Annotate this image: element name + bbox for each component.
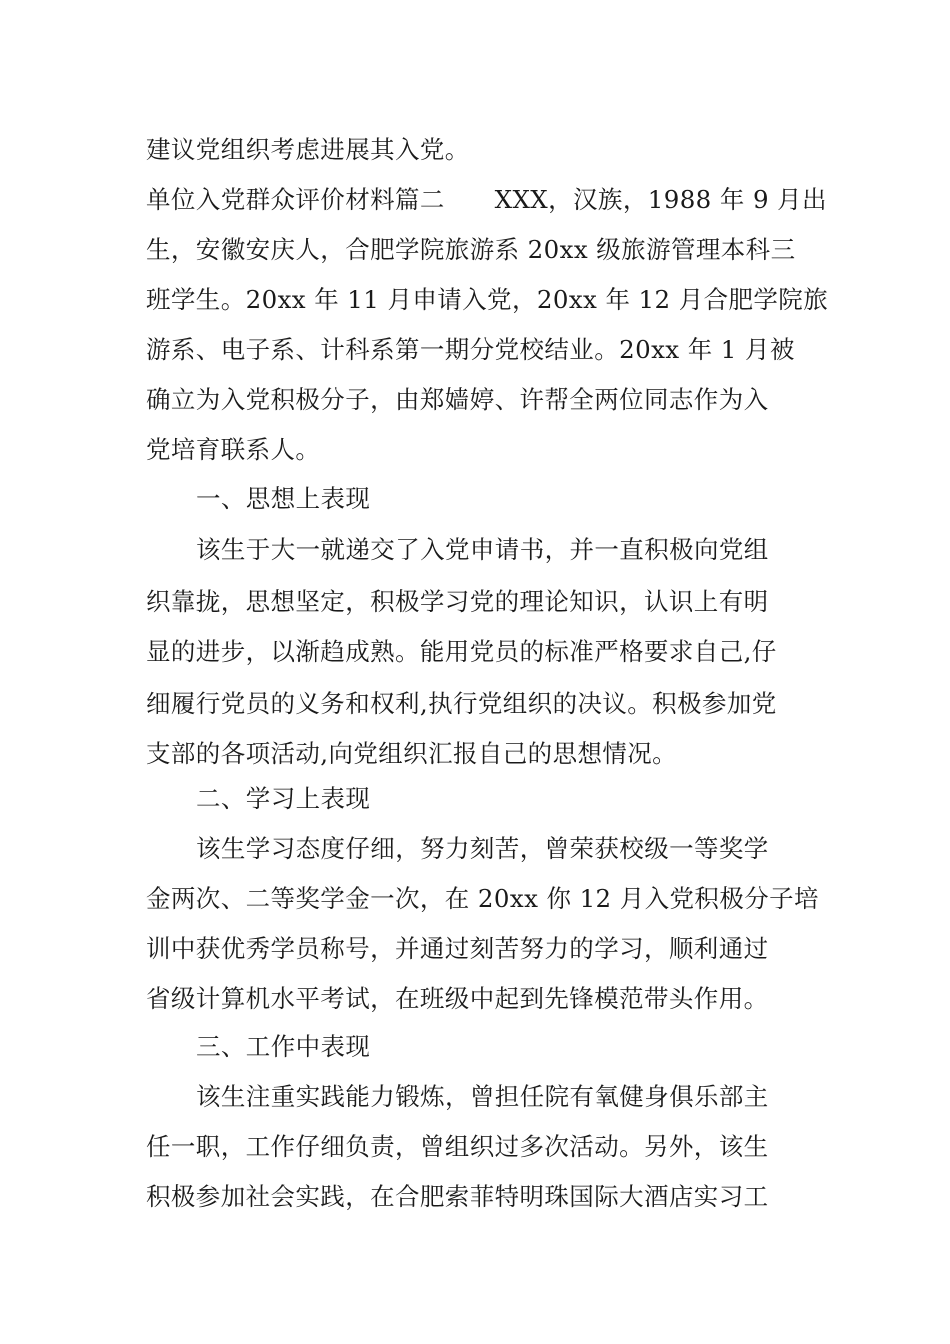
text-line: 该生注重实践能力锻炼，曾担任院有氧健身俱乐部主 bbox=[196, 1082, 769, 1111]
text-line: 积极参加社会实践，在合肥索菲特明珠国际大酒店实习工 bbox=[146, 1182, 769, 1211]
text-line: 确立为入党积极分子，由郑嫱婷、许帮全两位同志作为入 bbox=[146, 385, 769, 414]
section-heading: 一、思想上表现 bbox=[196, 484, 371, 513]
text-line: 建议党组织考虑进展其入党。 bbox=[146, 135, 470, 164]
text-line: 党培育联系人。 bbox=[146, 435, 321, 464]
text-line: 该生于大一就递交了入党申请书，并一直积极向党组 bbox=[196, 535, 769, 564]
text-line: 支部的各项活动,向党组织汇报自己的思想情况。 bbox=[146, 739, 678, 768]
text-line: 织靠拢，思想坚定，积极学习党的理论知识，认识上有明 bbox=[146, 587, 769, 616]
text-line: 细履行党员的义务和权利,执行党组织的决议。积极参加党 bbox=[146, 689, 777, 718]
text-line: 生，安徽安庆人，合肥学院旅游系 20xx 级旅游管理本科三 bbox=[146, 235, 796, 264]
text-line: 该生学习态度仔细，努力刻苦，曾荣获校级一等奖学 bbox=[196, 834, 769, 863]
section-heading: 二、学习上表现 bbox=[196, 784, 371, 813]
text-line: 班学生。20xx 年 11 月申请入党，20xx 年 12 月合肥学院旅 bbox=[146, 285, 829, 314]
text-line: 训中获优秀学员称号，并通过刻苦努力的学习，顺利通过 bbox=[146, 934, 769, 963]
text-line: 游系、电子系、计科系第一期分党校结业。20xx 年 1 月被 bbox=[146, 335, 795, 364]
section-heading: 三、工作中表现 bbox=[196, 1032, 371, 1061]
text-line: 单位入党群众评价材料篇二 XXX，汉族，1988 年 9 月出 bbox=[146, 185, 827, 214]
text-line: 金两次、二等奖学金一次，在 20xx 你 12 月入党积极分子培 bbox=[146, 884, 819, 913]
text-line: 省级计算机水平考试，在班级中起到先锋模范带头作用。 bbox=[146, 984, 769, 1013]
text-line: 显的进步，以渐趋成熟。能用党员的标准严格要求自己,仔 bbox=[146, 637, 777, 666]
text-line: 任一职，工作仔细负责，曾组织过多次活动。另外，该生 bbox=[146, 1132, 769, 1161]
